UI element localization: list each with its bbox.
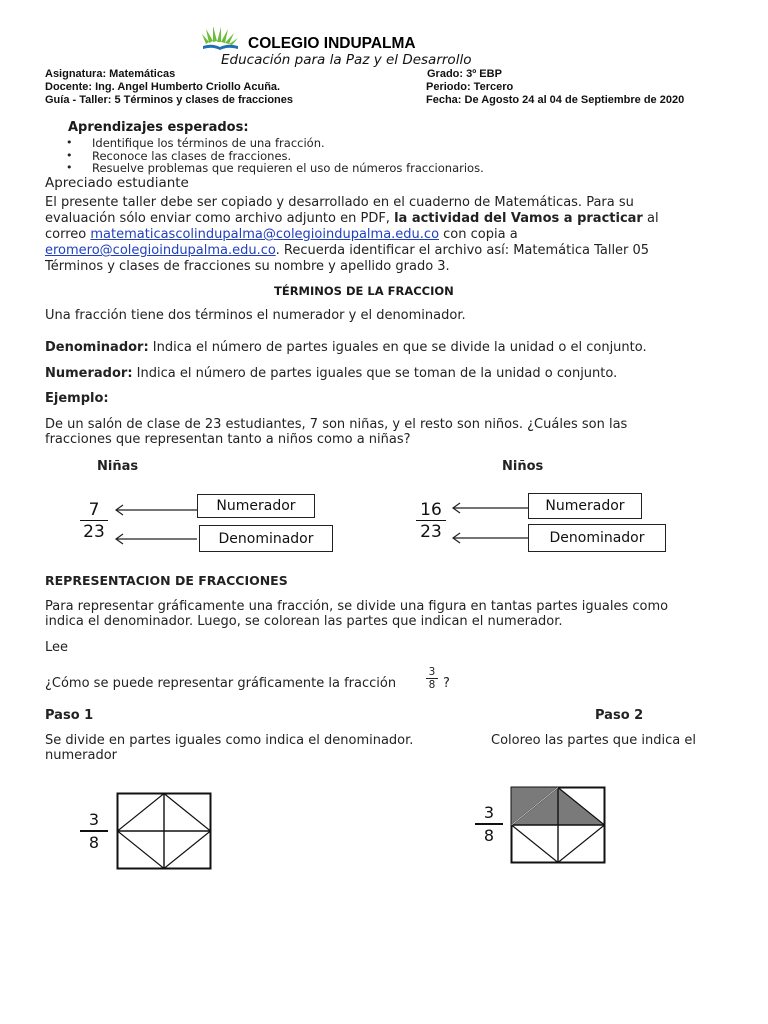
school-logo-leaves-book-icon <box>200 24 240 52</box>
question-line: ¿Cómo se puede representar gráficamente la fracción <box>45 676 397 691</box>
step1-label: Paso 1 <box>45 708 94 723</box>
intro-line: Términos y clases de fracciones su nombre y apellido grado 3. <box>45 259 450 274</box>
read-label: Lee <box>45 640 69 655</box>
example-line: fracciones que representan tanto a niños como a niñas? <box>45 432 411 447</box>
school-name: COLEGIO INDUPALMA <box>248 35 416 52</box>
guide-field: Guía - Taller: 5 Términos y clases de fracciones <box>45 94 294 106</box>
example-heading: Ejemplo: <box>45 391 109 406</box>
step2-label: Paso 2 <box>595 708 644 723</box>
numerator-box: Numerador <box>528 493 642 519</box>
arrow-left-icon <box>113 533 197 545</box>
step2-fraction: $\frac{3}{8}$ <box>475 803 503 847</box>
greeting: Apreciado estudiante <box>45 175 189 191</box>
date-field: Fecha: De Agosto 24 al 04 de Septiembre de 2020 <box>426 94 685 106</box>
intro-line: correo matematicascolindupalma@colegioindupalma.edu.co con copia a <box>45 227 518 242</box>
representation-line: Para representar gráficamente una fracción, se divide una figura en tantas partes iguales como <box>45 599 669 614</box>
step1-fraction: $\frac{3}{8}$ <box>80 810 108 854</box>
representation-heading: REPRESENTACION DE FRACCIONES <box>45 573 288 588</box>
subject-field: Asignatura: Matemáticas <box>45 68 176 80</box>
period-field: Periodo: Tercero <box>426 81 514 93</box>
boys-label: Niños <box>502 459 544 474</box>
learning-item: • Resuelve problemas que requieren el uso de números fraccionarios. <box>66 162 484 175</box>
intro-line: El presente taller debe ser copiado y desarrollado en el cuaderno de Matemáticas. Para su <box>45 195 634 210</box>
step1-divided-rectangle <box>116 792 212 870</box>
question-fraction: 3 8 <box>426 666 438 692</box>
numerator-definition: Numerador: Indica el número de partes iguales que se toman de la unidad o conjunto. <box>45 366 618 381</box>
denominator-box: Denominador <box>528 524 666 552</box>
learning-item: • Identifique los términos de una fracción. <box>66 137 484 150</box>
intro-line: eromero@colegioindupalma.edu.co. Recuerda identificar el archivo así: Matemática Taller 05 <box>45 243 650 258</box>
email-link-primary[interactable]: matematicascolindupalma@colegioindupalma.edu.co <box>90 227 440 242</box>
question-mark: ? <box>443 676 450 691</box>
step1-text: numerador <box>45 748 118 763</box>
boys-fraction-diagram <box>412 488 672 560</box>
email-link-copy[interactable]: eromero@colegioindupalma.edu.co <box>45 243 276 258</box>
denominator-box: Denominador <box>199 525 333 552</box>
step2-text: Coloreo las partes que indica el <box>491 733 696 748</box>
numerator-box: Numerador <box>197 494 315 518</box>
step1-text: Se divide en partes iguales como indica el denominador. <box>45 733 414 748</box>
arrow-left-icon <box>113 504 197 516</box>
arrow-left-icon <box>450 532 532 544</box>
girls-fraction: $\frac{7}{23}$ <box>80 500 108 543</box>
highlight-activity: la actividad del Vamos a practicar <box>394 211 643 226</box>
intro-paragraph <box>45 195 725 275</box>
arrow-left-icon <box>450 502 532 514</box>
step2-shaded-rectangle <box>510 786 606 864</box>
school-logo <box>200 24 240 52</box>
girls-fraction-diagram <box>75 488 335 560</box>
school-motto: Educación para la Paz y el Desarrollo <box>221 52 472 68</box>
learning-item: • Reconoce las clases de fracciones. <box>66 150 484 163</box>
terms-intro: Una fracción tiene dos términos el numerador y el denominador. <box>45 308 466 323</box>
grade-field: Grado: 3º EBP <box>427 68 502 80</box>
representation-line: indica el denominador. Luego, se colorean las partes que indican el numerador. <box>45 614 563 629</box>
denominator-definition: Denominador: Indica el número de partes iguales en que se divide la unidad o el conjunto. <box>45 340 647 355</box>
girls-label: Niñas <box>97 459 139 474</box>
intro-line: evaluación sólo enviar como archivo adjunto en PDF, la actividad del Vamos a practicar al <box>45 211 659 226</box>
boys-fraction: $\frac{16}{23}$ <box>416 500 446 543</box>
teacher-field: Docente: Ing. Angel Humberto Criollo Acuña. <box>45 81 281 93</box>
learning-list <box>66 137 484 175</box>
terms-heading: TÉRMINOS DE LA FRACCION <box>274 284 454 298</box>
learning-heading: Aprendizajes esperados: <box>68 120 249 135</box>
example-line: De un salón de clase de 23 estudiantes, 7 son niñas, y el resto son niños. ¿Cuáles son las <box>45 417 628 432</box>
